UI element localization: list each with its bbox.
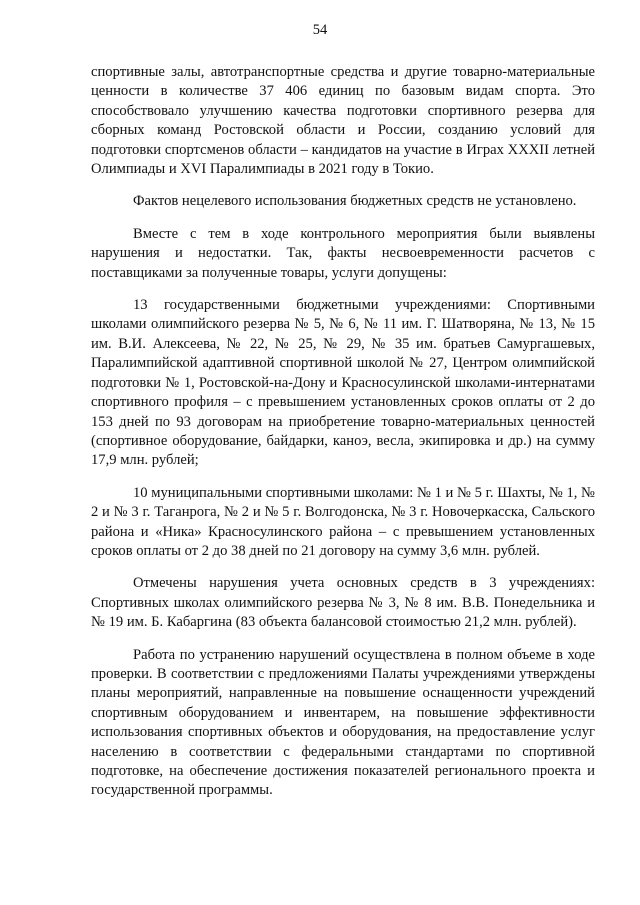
paragraph-continuation: спортивные залы, автотранспортные средства и другие товарно-материальные ценности в количестве 37 406 единиц по базовым видам спорта. Это способствовало улучшению качества подготовки спортивного резерва для сборных команд Ростовской области и России, созданию условий для подготовки спортсменов области – кандидатов на участие в Играх XXXII летней Олимпиады и XVI Паралимпиады в 2021 году в Токио.	[91, 64, 595, 178]
page-number: 54	[312, 22, 328, 38]
paragraph-violations-intro: Вместе с тем в ходе контрольного мероприятия были выявлены нарушения и недостатки. Так, факты несвоевременности расчетов с поставщиками за полученные товары, услуги допущены:	[91, 225, 595, 281]
paragraph-no-misuse: Фактов нецелевого использования бюджетных средств не установлено.	[133, 193, 577, 210]
paragraph-accounting-violations: Отмечены нарушения учета основных средств в 3 учреждениях: Спортивных школах олимпийского резерва № 3, № 8 им. В.В. Понедельника и № 19 им. Б. Кабаргина (83 объекта балансовой стоимостью 21,2 млн. рублей).	[91, 575, 595, 631]
document-body	[91, 63, 595, 814]
paragraph-state-institutions: 13 государственными бюджетными учреждениями: Спортивными школами олимпийского резерва № 5, № 6, № 11 им. Г. Шатворяна, № 13, № 15 им. В.И. Алексеева, № 22, № 25, № 29, № 35 им. братьев Самургашевых, Паралимпийской адаптивной спортивной школой № 27, Центром олимпийской подготовки № 1, Ростовской-на-Дону и Красносулинской школами-интернатами спортивного профиля – с превышением установленных сроков оплаты от 2 до 153 дней по 93 договорам на приобретение товарно-материальных ценностей (спортивное оборудование, байдарки, каноэ, весла, экипировка и др.) на сумму 17,9 млн. рублей;	[91, 297, 595, 469]
paragraph-remediation: Работа по устранению нарушений осуществлена в полном объеме в ходе проверки. В соответствии с предложениями Палаты учреждениями утверждены планы мероприятий, направленные на повышение оснащенности учреждений спортивным оборудованием и инвентарем, на повышение эффективности использования спортивных объектов и оборудования, на предоставление услуг населению в соответствии с федеральными стандартами по спортивной подготовке, на обеспечение достижения показателей регионального проекта и государственной программы.	[91, 646, 595, 799]
paragraph-municipal-schools: 10 муниципальными спортивными школами: № 1 и № 5 г. Шахты, № 1, № 2 и № 3 г. Таганрога, № 2 и № 5 г. Волгодонска, № 3 г. Новочеркасска, Сальского района и «Ника» Красносулинского района – с превышением установленных сроков оплаты от 2 до 38 дней по 21 договору на сумму 3,6 млн. рублей.	[91, 484, 595, 559]
